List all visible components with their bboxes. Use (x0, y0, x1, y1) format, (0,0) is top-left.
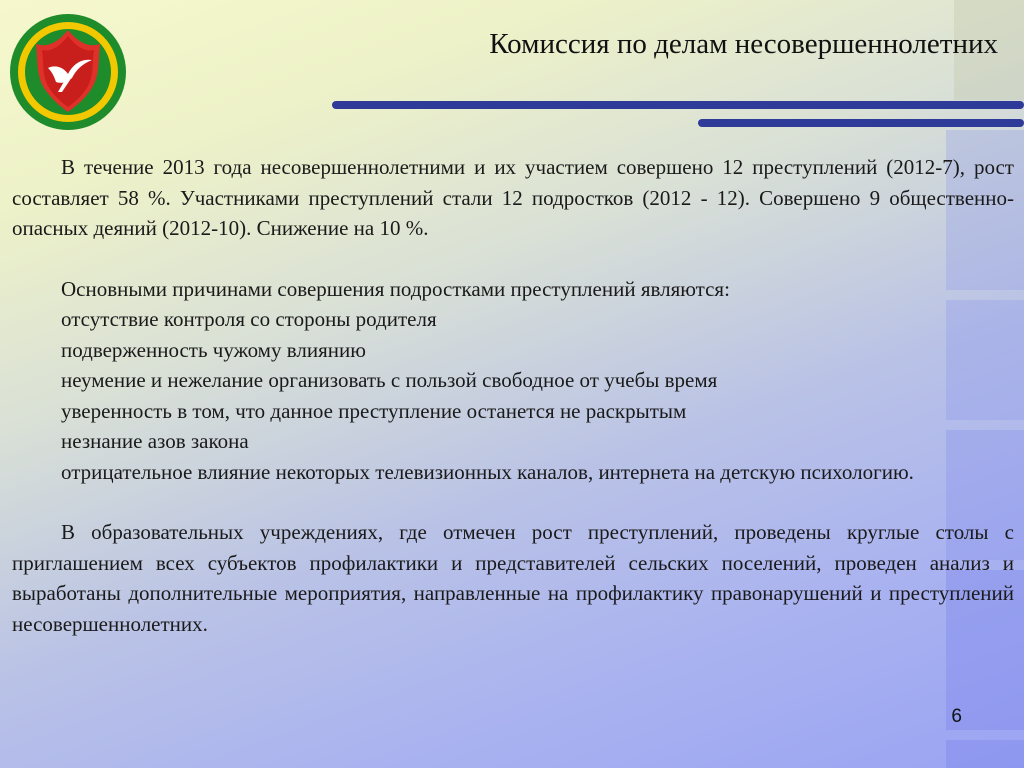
statistics-paragraph: В течение 2013 года несовершеннолетними и их участием совершено 12 преступлений (2012-7), рост составляет 58 %. Участниками преступлений стали 12 подростков (2012 - 12). Совершено 9 общественно-опасных деяний (2012-10). Снижение на 10 %. (12, 155, 1014, 240)
tatarstan-emblem-icon (8, 12, 128, 132)
reason-item: отрицательное влияние некоторых телевизионных каналов, интернета на детскую психологию. (61, 459, 914, 484)
title-underline-long (332, 101, 1024, 109)
reasons-intro: Основными причинами совершения подростками преступлений являются: (61, 276, 730, 301)
reason-item: уверенность в том, что данное преступление останется не раскрытым (61, 398, 687, 423)
reason-item: неумение и нежелание организовать с пользой свободное от учебы время (61, 368, 718, 392)
measures-paragraph: В образовательных учреждениях, где отмечен рост преступлений, проведены круглые столы с приглашением всех субъектов профилактики и представителей сельских поселений, проведен анализ и выработаны дополнительные мероприятия, направленные на профилактику правонарушений и преступлений несовершеннолетних. (12, 520, 1014, 636)
decorative-band (946, 740, 1024, 768)
page-number: 6 (951, 706, 962, 727)
slide-body (12, 152, 1014, 639)
reason-item: незнание азов закона (61, 429, 249, 453)
slide-title: Комиссия по делам несовершеннолетних (489, 28, 998, 60)
title-underline-short (698, 119, 1024, 127)
reason-item: подверженность чужому влиянию (61, 337, 366, 362)
reason-item: отсутствие контроля со стороны родителя (61, 307, 437, 331)
